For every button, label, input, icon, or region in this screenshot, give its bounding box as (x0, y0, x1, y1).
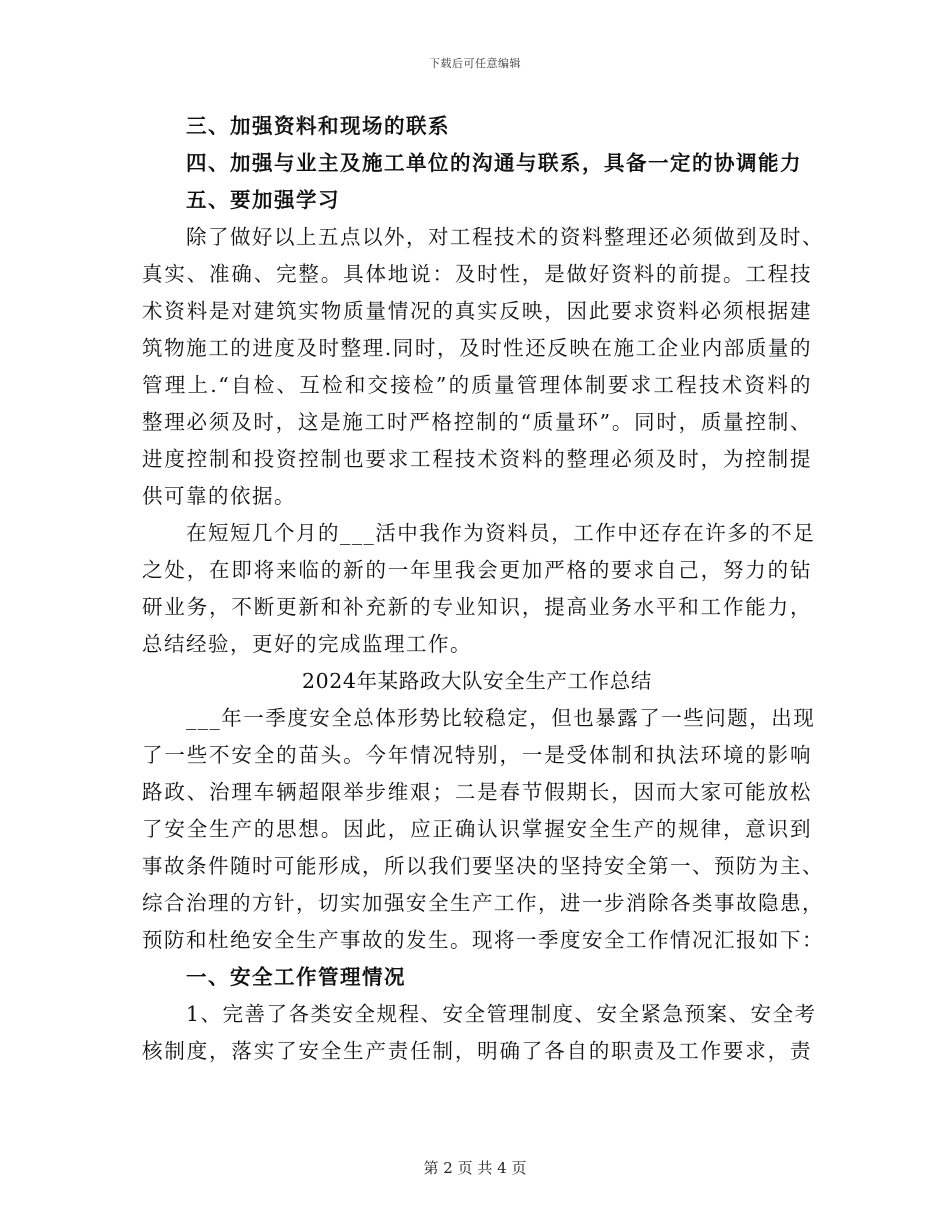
text-line: 总结经验，更好的完成监理工作。 (142, 632, 472, 656)
text-line: 事故条件随时可能形成，所以我们要坚决的坚持安全第一、预防为主、 (142, 854, 824, 878)
text-line: 术资料是对建筑实物质量情况的真实反映，因此要求资料必须根据建 (142, 299, 812, 323)
text-line: 四、加强与业主及施工单位的沟通与联系，具备一定的协调能力 (186, 151, 802, 175)
text-line: 整理必须及时，这是施工时严格控制的“质量环”。同时，质量控制、 (142, 410, 812, 434)
document-body (142, 108, 824, 1070)
text-line: 路政、治理车辆超限举步维艰；二是春节假期长，因而大家可能放松 (142, 780, 812, 804)
text-line: 了一些不安全的苗头。今年情况特别，一是受体制和执法环境的影响 (142, 743, 812, 767)
text-line: 1、完善了各类安全规程、安全管理制度、安全紧急预案、安全考 (186, 1002, 817, 1026)
section-title: 2024年某路政大队安全生产工作总结 (302, 669, 652, 693)
text-line: 综合治理的方针，切实加强安全生产工作，进一步消除各类事故隐患， (142, 891, 824, 915)
text-line: 筑物施工的进度及时整理.同时，及时性还反映在施工企业内部质量的 (142, 336, 812, 360)
text-line: 管理上.“自检、互检和交接检”的质量管理体制要求工程技术资料的 (142, 373, 812, 397)
text-line: ___年一季度安全总体形势比较稳定，但也暴露了一些问题，出现 (186, 706, 816, 730)
text-line: 真实、准确、完整。具体地说：及时性，是做好资料的前提。工程技 (142, 262, 812, 286)
text-line: 供可靠的依据。 (142, 484, 296, 508)
text-line: 之处，在即将来临的新的一年里我会更加严格的要求自己，努力的钻 (142, 558, 812, 582)
text-line: 进度控制和投资控制也要求工程技术资料的整理必须及时，为控制提 (142, 447, 812, 471)
text-line: 预防和杜绝安全生产事故的发生。现将一季度安全工作情况汇报如下： (142, 928, 824, 952)
text-line: 了安全生产的思想。因此，应正确认识掌握安全生产的规律，意识到 (142, 817, 812, 841)
text-line: 五、要加强学习 (186, 188, 340, 212)
text-line: 三、加强资料和现场的联系 (186, 114, 450, 138)
text-line: 研业务，不断更新和补充新的专业知识，提高业务水平和工作能力， (142, 595, 812, 619)
text-line: 在短短几个月的___活中我作为资料员，工作中还存在许多的不足 (186, 521, 816, 545)
page-footer: 第 2 页 共 4 页 (423, 1159, 527, 1177)
text-line: 一、安全工作管理情况 (186, 965, 406, 989)
text-line: 核制度，落实了安全生产责任制，明确了各自的职责及工作要求，责 (142, 1039, 812, 1063)
text-line: 除了做好以上五点以外，对工程技术的资料整理还必须做到及时、 (186, 225, 824, 249)
page-header: 下载后可任意编辑 (429, 57, 521, 70)
